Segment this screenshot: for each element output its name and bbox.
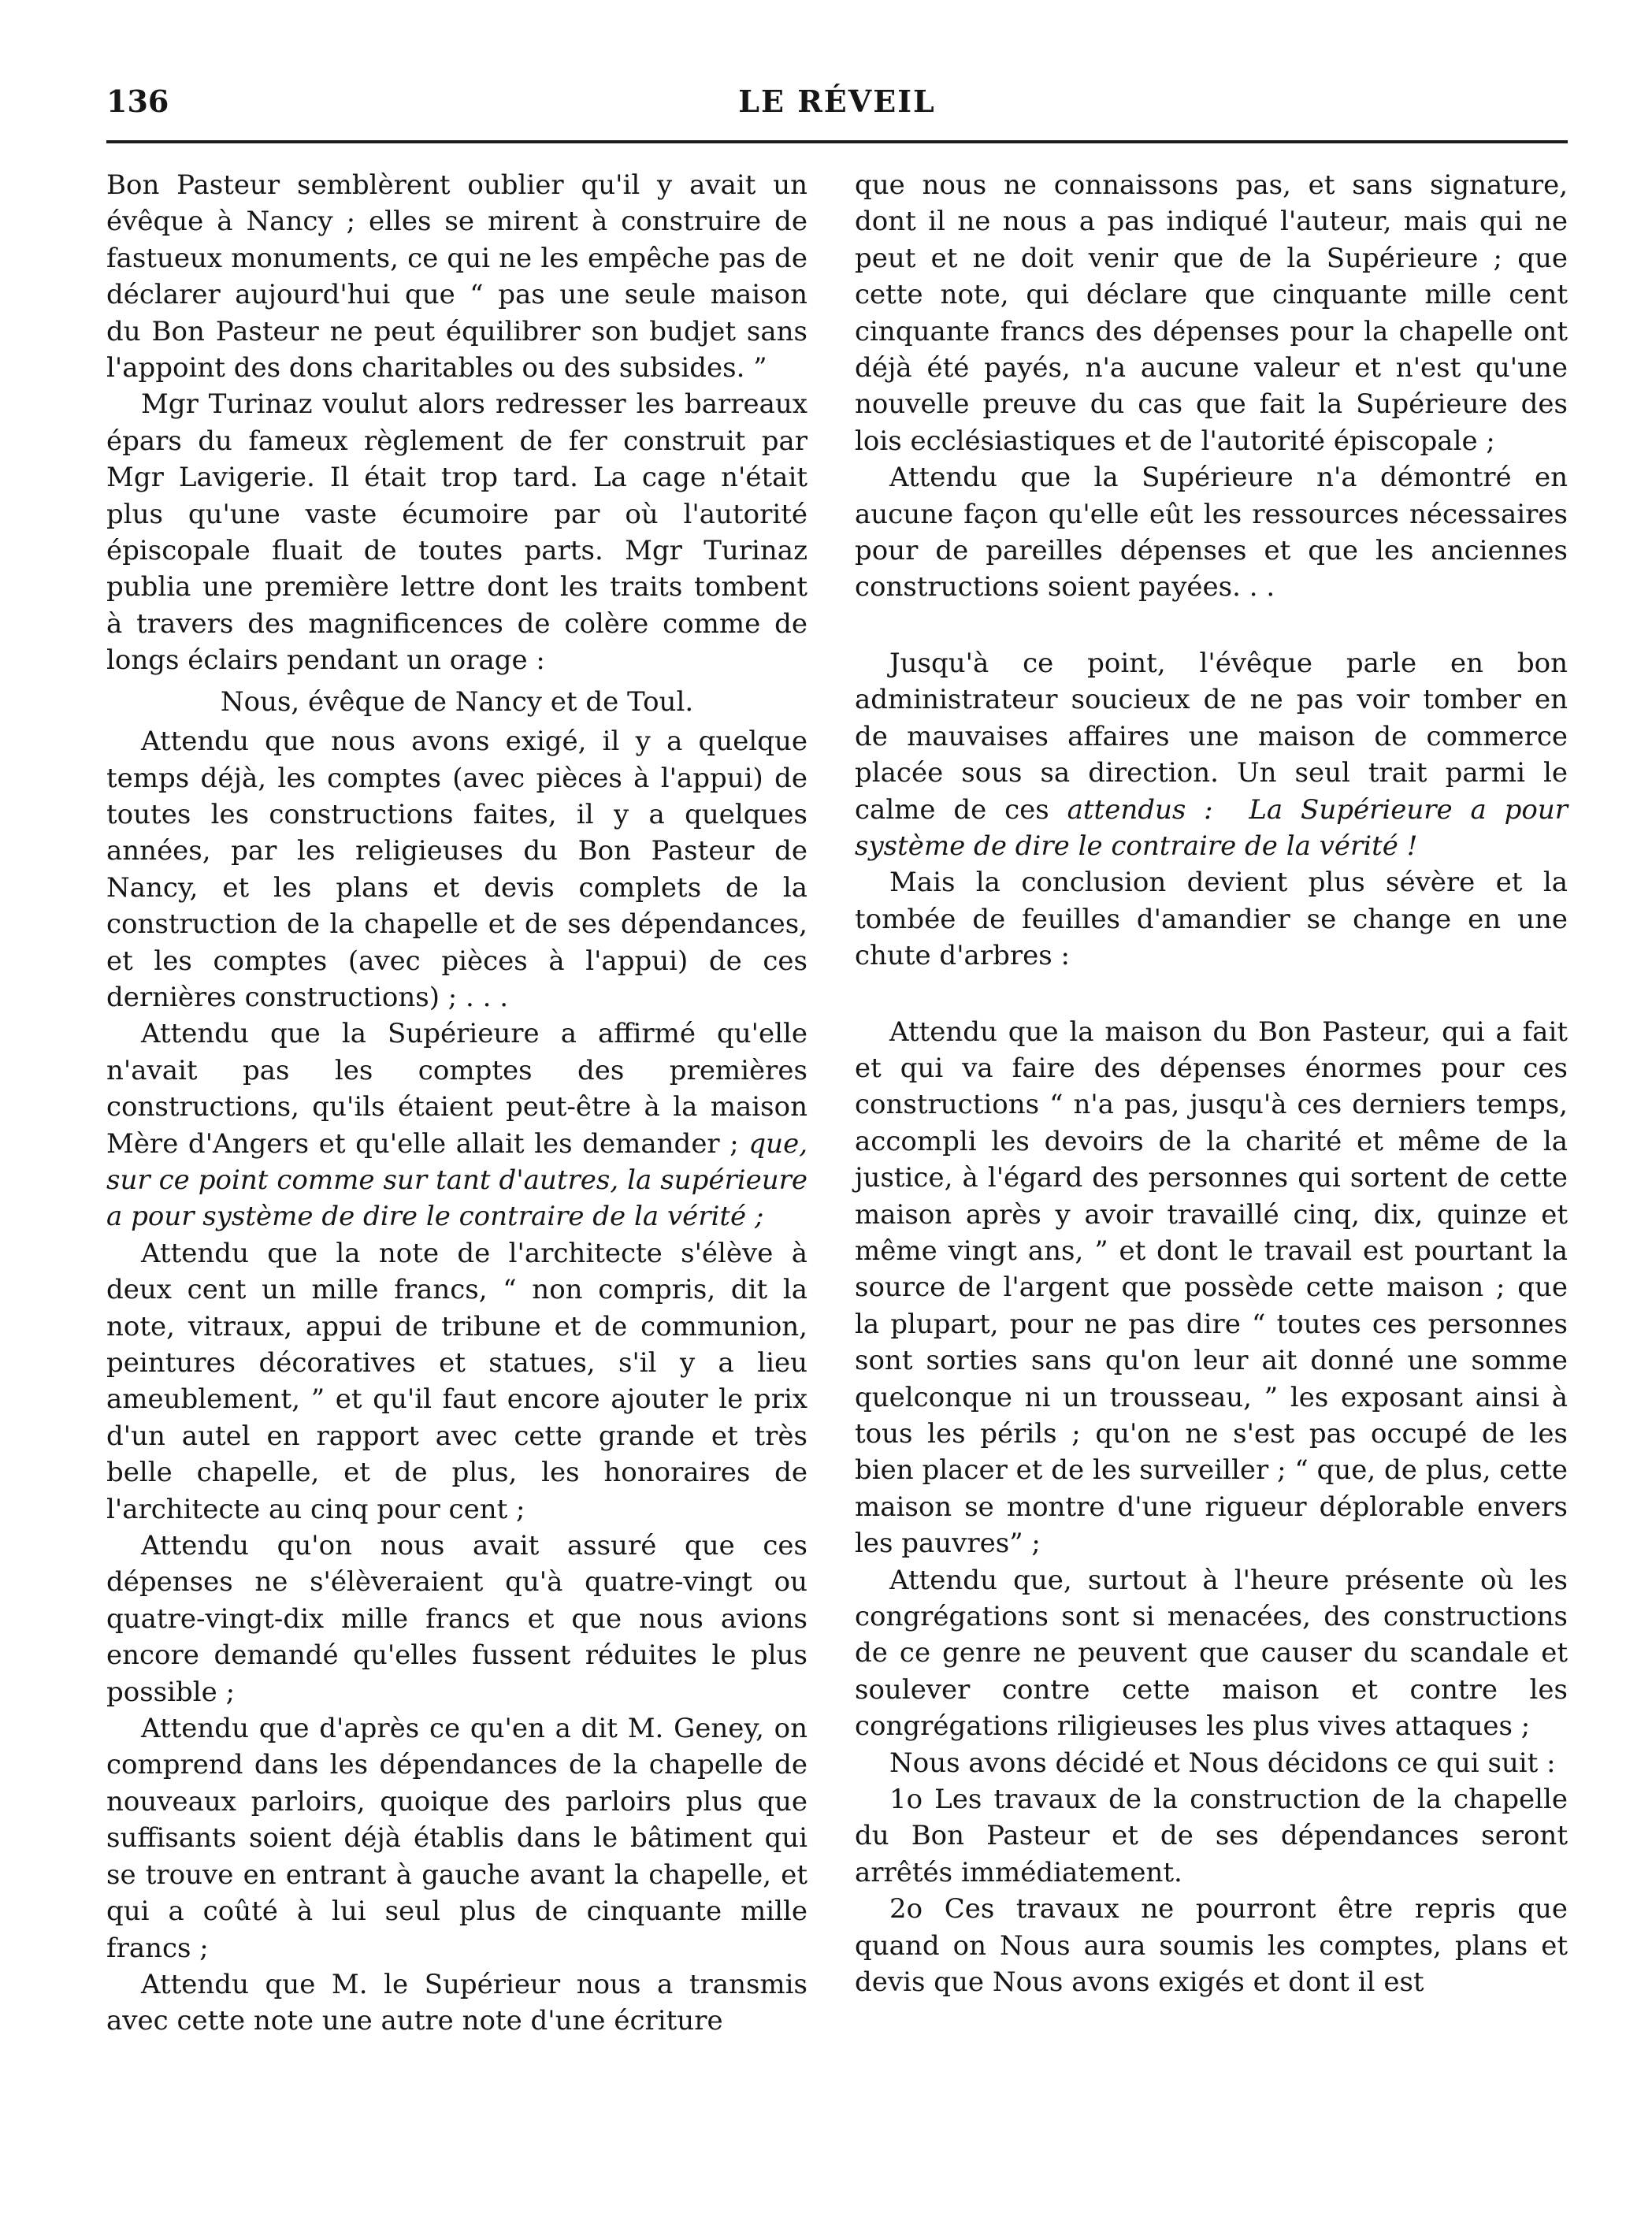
paragraph [855, 645, 1568, 864]
paragraph: Attendu que la maison du Bon Pasteur, qui a fait et qui va faire des dépenses énormes pour ces constructions “ n'a pas, jusqu'à ces derniers temps, accompli les devoirs de la charité et même de la justice, à l'égard des personnes qui sortent de cette maison après y avoir travaillé cinq, dix, quinze et même vingt ans, ” et dont le travail est pourtant la source de l'argent que possède cette maison ; que la plupart, pour ne pas dire “ toutes ces personnes sont sorties sans qu'on leur ait donné une somme quelconque ni un trousseau, ” les exposant ainsi à tous les périls ; qu'on ne s'est pas occupé de les bien placer et de les surveiller ; “ que, de plus, cette maison se montre d'une rigueur déplorable envers les pauvres” ; [855, 1016, 1568, 1560]
left-column [106, 167, 807, 2040]
paragraph: Nous avons décidé et Nous décidons ce qui suit : [889, 1747, 1556, 1779]
paragraph: Attendu que d'après ce qu'en a dit M. Geney, on comprend dans les dépendances de la chapelle de nouveaux parloirs, quoique des parloirs plus que suffisants soient déjà établis dans le bâtiment qui se trouve en entrant à gauche avant la chapelle, et qui a coûté à lui seul plus de cinquante mille francs ; [106, 1713, 807, 1964]
paragraph-text: Attendu que la Supérieure a affirmé qu'elle n'avait pas les comptes des premières constructions, qu'ils étaient peut-être à la maison Mère d'Angers et qu'elle allait les demander ; [106, 1018, 807, 1160]
decree-heading: Nous, évêque de Nancy et de Toul. [220, 685, 694, 718]
italic-emphasis: que, sur ce point comme sur tant d'autres, la supérieure a pour système de dire le contraire de la vérité ; [106, 1127, 807, 1233]
paragraph: Attendu que la Supérieure n'a démontré en aucune façon qu'elle eût les ressources nécessaires pour de pareilles dépenses et que les anciennes constructions soient payées. . . [855, 462, 1568, 603]
running-title: LE RÉVEIL [738, 84, 936, 119]
paragraph: 2o Ces travaux ne pourront être repris que quand on Nous aura soumis les comptes, plans et devis que Nous avons exigés et dont il est [855, 1893, 1568, 1999]
page-number: 136 [106, 84, 169, 119]
paragraph: Attendu que nous avons exigé, il y a quelque temps déjà, les comptes (avec pièces à l'appui) de toutes les constructions faites, il y a quelques années, par les religieuses du Bon Pasteur de Nancy, et les plans et devis complets de la construction de la chapelle et de ses dépendances, et les comptes (avec pièces à l'appui) de ces dernières constructions) ; . . . [106, 726, 807, 1013]
italic-emphasis: attendus : [1067, 793, 1213, 826]
paragraph: Attendu que M. le Supérieur nous a transmis avec cette note une autre note d'une écriture [106, 1968, 807, 2037]
italic-emphasis: La Supérieure a pour système de dire le contraire de la vérité ! [855, 793, 1568, 862]
paragraph: Attendu que la note de l'architecte s'élève à deux cent un mille francs, “ non compris, dit la note, vitraux, appui de tribune et de communion, peintures décoratives et statues, s'il y a lieu ameublement, ” et qu'il faut encore ajouter le prix d'un autel en rapport avec cette grande et très belle chapelle, et de plus, les honoraires de l'architecte au cinq pour cent ; [106, 1237, 807, 1525]
header-rule [106, 140, 1568, 143]
paragraph: que nous ne connaissons pas, et sans signature, dont il ne nous a pas indiqué l'auteur, mais qui ne peut et ne doit venir que de la Supérieure ; que cette note, qui déclare que cinquante mille cent cinquante francs des dépenses pour la chapelle ont déjà été payés, n'a aucune valeur et n'est qu'une nouvelle preuve du cas que fait la Supérieure des lois ecclésiastiques et de l'autorité épiscopale ; [855, 169, 1568, 457]
paragraph: Attendu que, surtout à l'heure présente où les congrégations sont si menacées, des constructions de ce genre ne peuvent que causer du scandale et soulever contre cette maison et contre les congrégations riligieuses les plus vives attaques ; [855, 1564, 1568, 1743]
paragraph: Attendu qu'on nous avait assuré que ces dépenses ne s'élèveraient qu'à quatre-vingt ou quatre-vingt-dix mille francs et que nous avions encore demandé qu'elles fussent réduites le plus possible ; [106, 1530, 807, 1708]
paragraph [106, 1016, 807, 1235]
paragraph: Mgr Turinaz voulut alors redresser les barreaux épars du fameux règlement de fer construit par Mgr Lavigerie. Il était trop tard. La cage n'était plus qu'une vaste écumoire par où l'autorité épiscopale fluait de toutes parts. Mgr Turinaz publia une première lettre dont les traits tombent à travers des magnificences de colère comme de longs éclairs pendant un orage : [106, 388, 807, 677]
paragraph: Bon Pasteur semblèrent oublier qu'il y avait un évêque à Nancy ; elles se mirent à construire de fastueux monuments, ce qui ne les empêche pas de déclarer aujourd'hui que “ pas une seule maison du Bon Pasteur ne peut équilibrer son budjet sans l'appoint des dons charitables ou des subsides. ” [106, 169, 807, 384]
paragraph: 1o Les travaux de la construction de la chapelle du Bon Pasteur et de ses dépendances seront arrêtés immédiatement. [855, 1784, 1568, 1888]
right-column [855, 167, 1568, 2001]
page-header [106, 84, 1568, 131]
paragraph: Mais la conclusion devient plus sévère et la tombée de feuilles d'amandier se change en une chute d'arbres : [855, 867, 1568, 972]
paragraph-text: Jusqu'à ce point, l'évêque parle en bon administrateur soucieux de ne pas voir tomber en de mauvaises affaires une maison de commerce placée sous sa direction. Un seul trait parmi le calme de ces [855, 647, 1568, 826]
